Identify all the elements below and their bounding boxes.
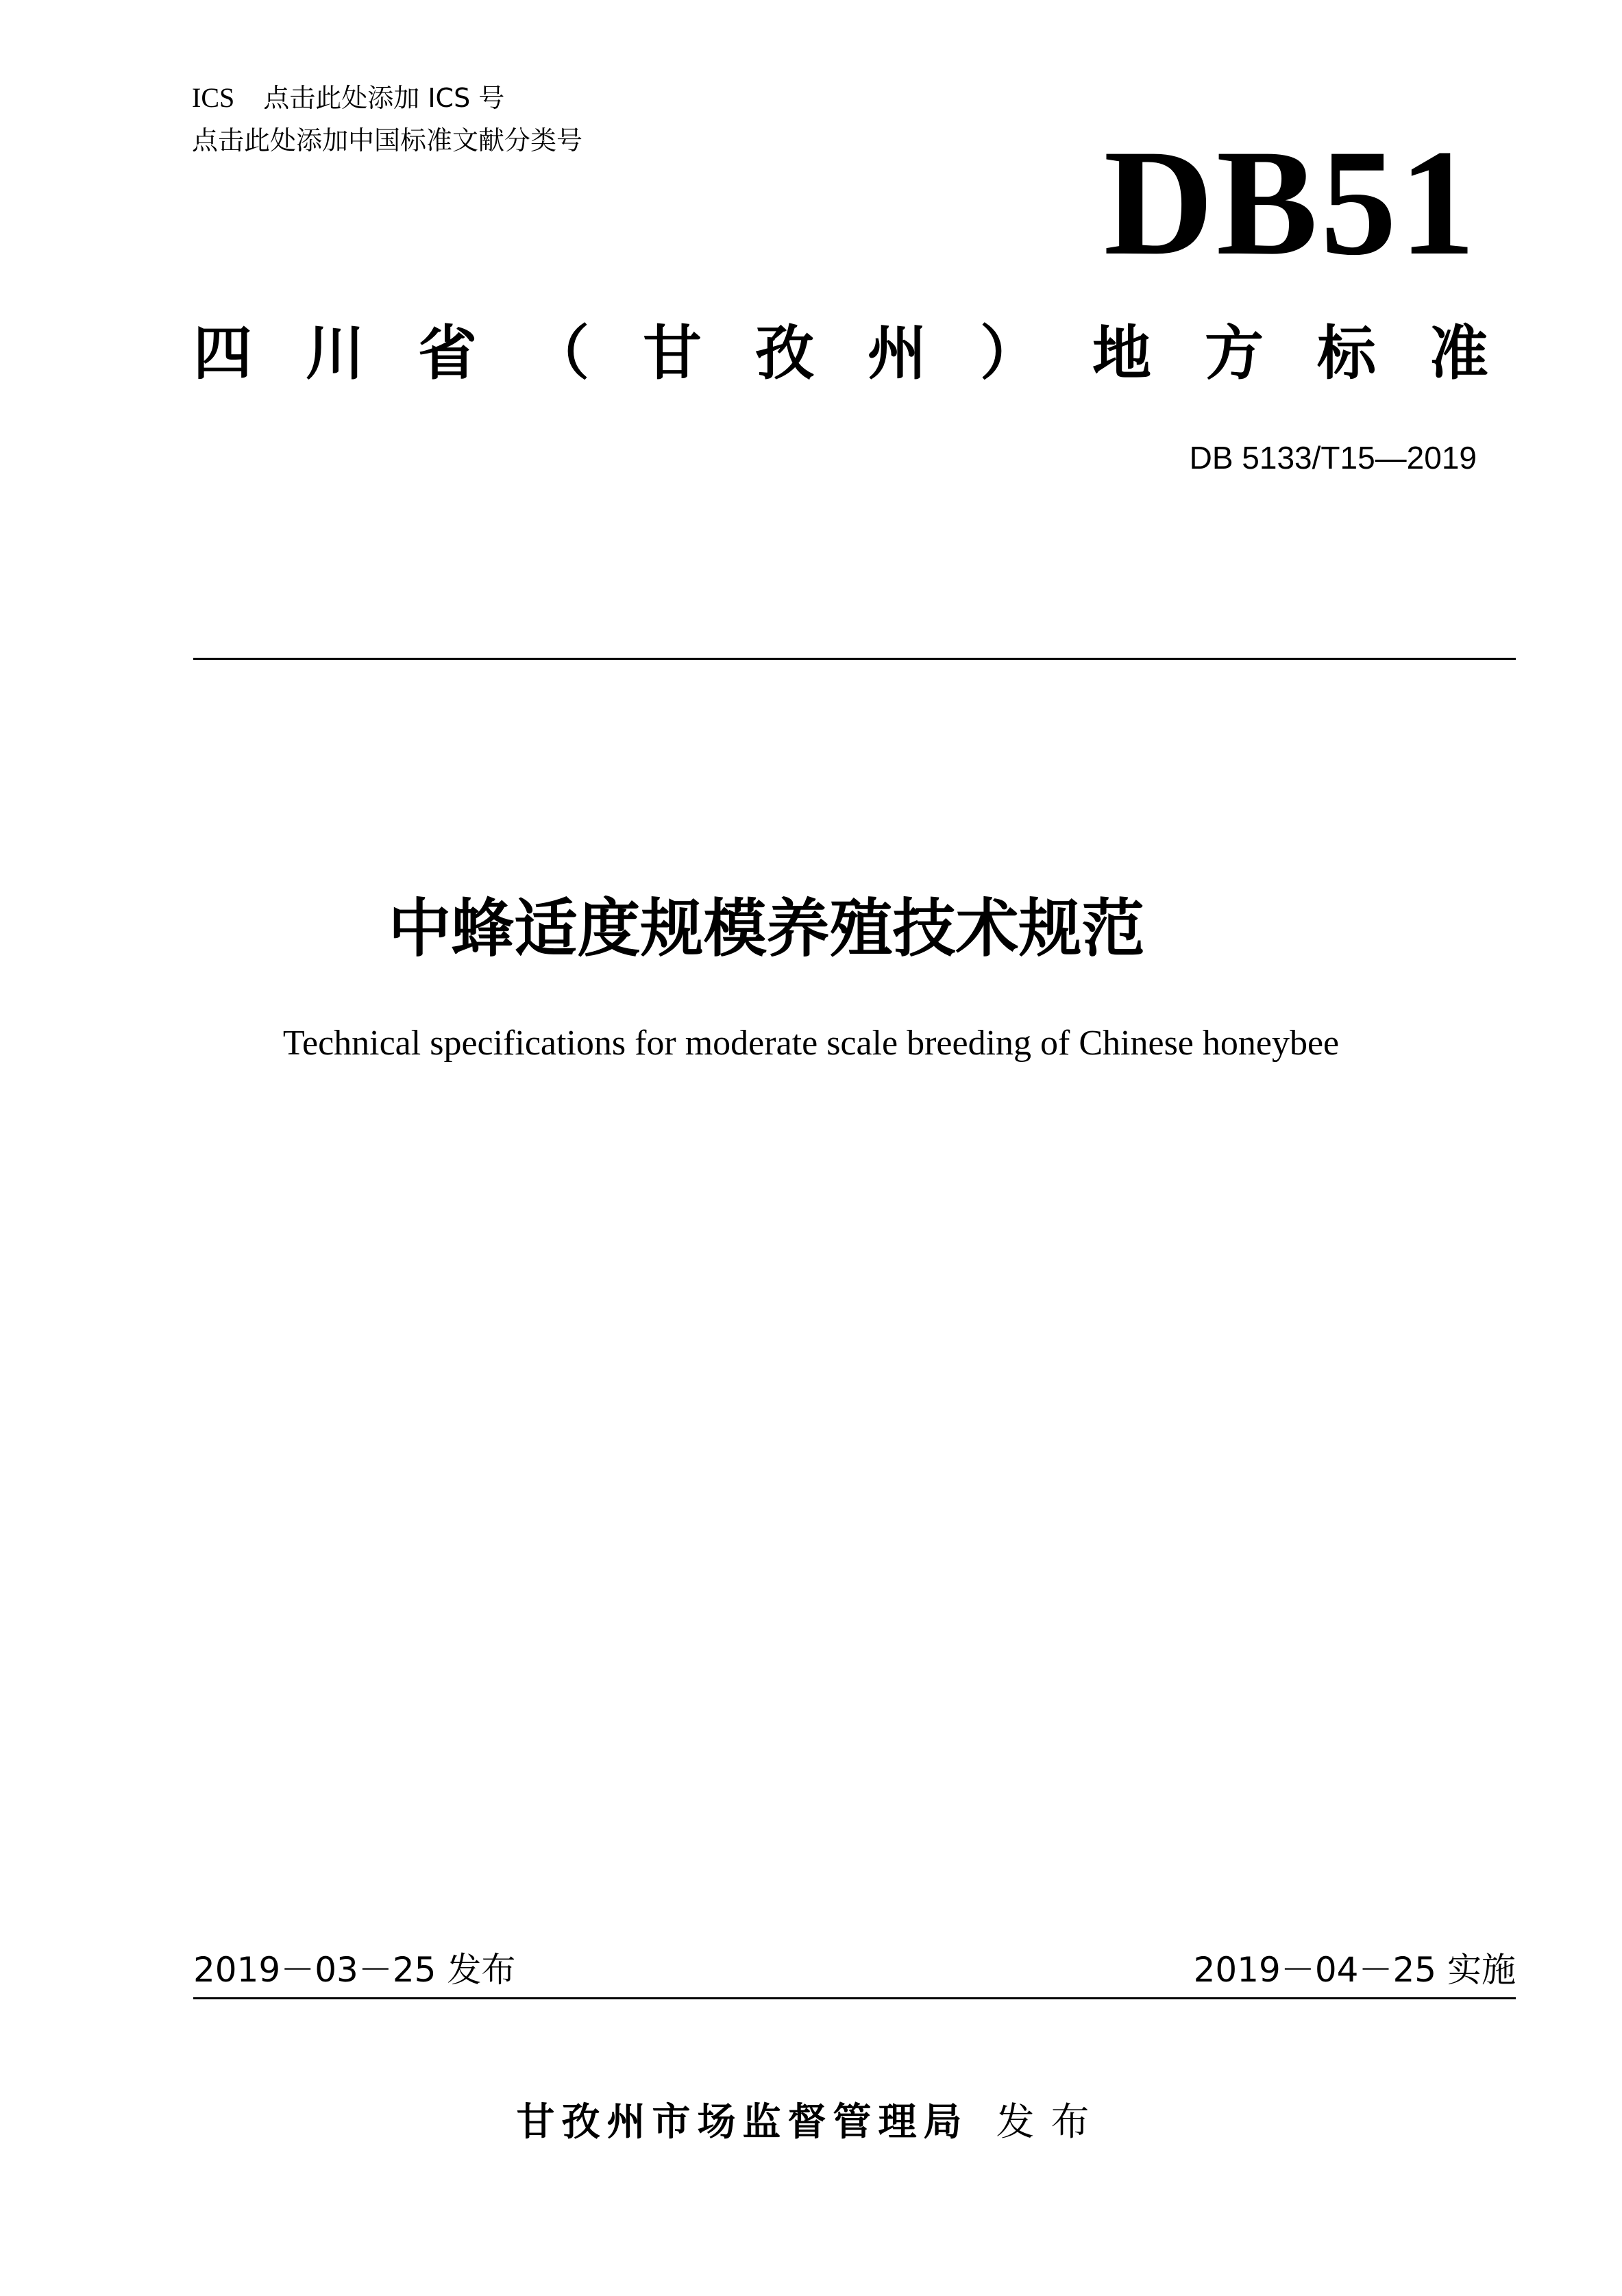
ics-label: ICS: [192, 82, 235, 113]
implementation-date: 2019－04－25 实施: [1193, 1950, 1516, 1990]
standard-title-char: 省: [418, 319, 477, 388]
standard-title-char: 准: [1429, 319, 1488, 388]
standard-title-char: 标: [1317, 319, 1376, 388]
standard-title-char: 孜: [755, 319, 814, 388]
standard-title-char: 方: [1205, 319, 1264, 388]
issuer-name: 甘孜州市场监督管理局: [516, 2100, 969, 2145]
document-title: 中蜂适度规模养殖技术规范: [388, 892, 1145, 965]
standard-title-char: 地: [1092, 319, 1151, 388]
document-title-english: Technical specifications for moderate scale breeding of Chinese honeybee: [282, 1024, 1340, 1063]
standard-title-char: 甘: [643, 319, 702, 388]
standard-number: DB 5133/T15—2019: [1189, 440, 1477, 476]
top-divider: [193, 658, 1516, 660]
standard-title-char: ）: [980, 319, 1039, 388]
bottom-divider: [193, 1997, 1516, 1999]
ics-line: [192, 81, 504, 115]
standard-title-char: 川: [306, 319, 365, 388]
db-code: DB51: [1103, 119, 1478, 287]
standard-title-char: 四: [193, 319, 252, 388]
ccs-placeholder[interactable]: 点击此处添加中国标准文献分类号: [192, 125, 583, 156]
issuer-action: 发布: [996, 2100, 1106, 2145]
issuer-line: [0, 2095, 1622, 2150]
standard-title: [193, 312, 1488, 395]
ics-placeholder[interactable]: 点击此处添加 ICS 号: [263, 83, 505, 113]
standard-title-char: 州: [868, 319, 926, 388]
issue-date: 2019－03－25 发布: [193, 1950, 516, 1990]
standard-title-char: （: [530, 319, 589, 388]
